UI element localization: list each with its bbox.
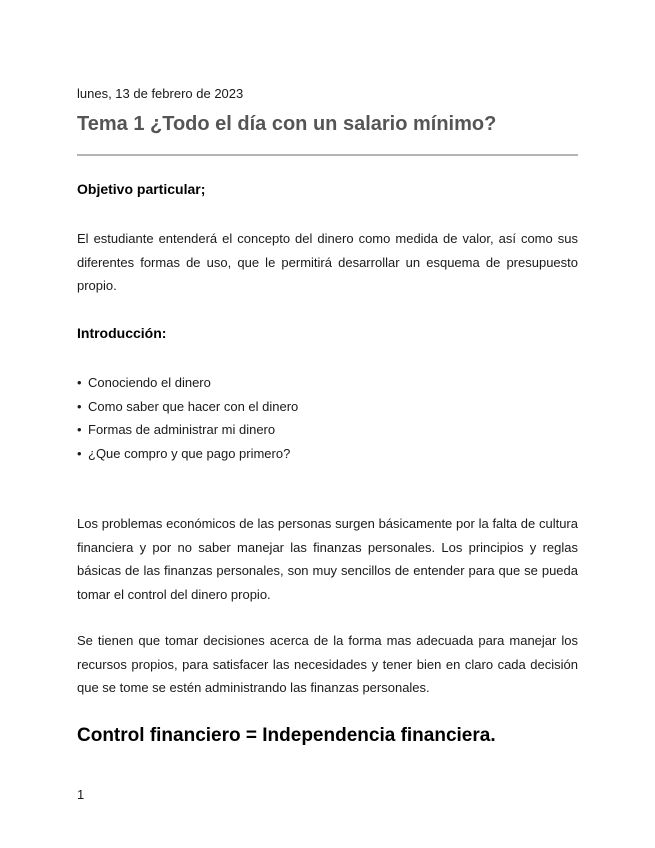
page-title: Tema 1 ¿Todo el día con un salario mínimo?	[77, 113, 497, 135]
bullet-icon: •	[77, 375, 82, 390]
bullet-icon: •	[77, 422, 82, 437]
bullet-icon: •	[77, 398, 82, 414]
introduction-heading: Introducción:	[77, 325, 167, 341]
objective-paragraph: El estudiante entenderá el concepto del dinero como medida de valor, así como sus diferentes formas de uso, que le permitirá desarrollar un esquema de presupuesto propio.	[77, 231, 578, 293]
page-number: 1	[77, 787, 85, 802]
list-item-text: Como saber que hacer con el dinero	[88, 398, 299, 414]
document-date: lunes, 13 de febrero de 2023	[77, 86, 244, 101]
introduction-list	[77, 371, 298, 465]
objective-heading: Objetivo particular;	[77, 181, 206, 197]
list-item	[77, 442, 298, 466]
list-item	[77, 371, 298, 395]
list-item-text: Formas de administrar mi dinero	[88, 422, 276, 437]
body-paragraph-2: Se tienen que tomar decisiones acerca de la forma mas adecuada para manejar los recursos propios, para satisfacer las necesidades y tener bien en claro cada decisión que se tome se estén administrando las finanzas personales.	[77, 633, 578, 695]
bullet-icon: •	[77, 445, 82, 461]
list-item	[77, 418, 298, 442]
list-item-text: Conociendo el dinero	[88, 375, 211, 390]
body-paragraph-1: Los problemas económicos de las personas surgen básicamente por la falta de cultura financiera y por no saber manejar las finanzas personales. Los principios y reglas básicas de las finanzas personales, son muy sencillos de entender para que se pueda tomar el control del dinero propio.	[77, 516, 578, 602]
list-item	[77, 395, 298, 419]
closing-heading: Control financiero = Independencia financiera.	[77, 725, 496, 746]
title-divider	[77, 154, 578, 156]
list-item-text: ¿Que compro y que pago primero?	[88, 445, 291, 461]
